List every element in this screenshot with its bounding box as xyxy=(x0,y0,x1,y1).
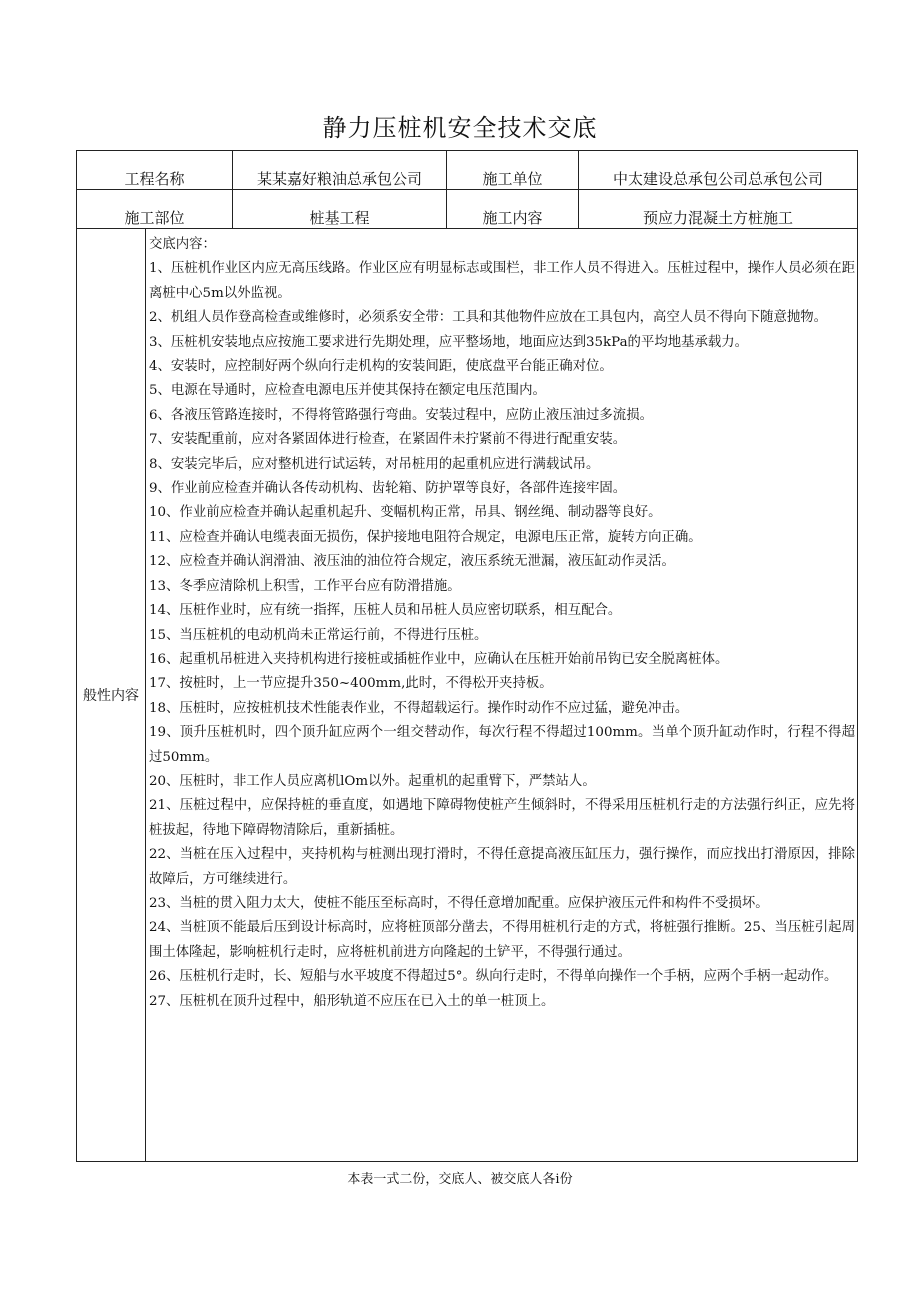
item-9: 9、作业前应检查并确认各传动机构、齿轮箱、防护罩等良好，各部件连接牢固。 xyxy=(149,481,627,497)
header-row-2 xyxy=(77,190,858,229)
construction-unit-label: 施工单位 xyxy=(482,170,543,188)
project-name-value-cell xyxy=(233,151,447,190)
item-15: 15、当压桩机的电动机尚未正常运行前，不得进行压桩。 xyxy=(149,627,488,643)
project-name-label: 工程名称 xyxy=(124,170,185,188)
item-7: 7、安装配重前，应对各紧固体进行检查，在紧固件未拧紧前不得进行配重安装。 xyxy=(149,432,627,448)
construction-content-value: 预应力混凝土方桩施工 xyxy=(643,209,794,227)
item-20: 20、压桩时，非工作人员应离机lOm以外。起重机的起重臂下，严禁站人。 xyxy=(149,773,596,789)
item-21: 21、压桩过程中，应保持桩的垂直度，如遇地下障碍物使桩产生倾斜时，不得采用压桩机行走的方法强行纠正，应先将桩拔起，待地下障碍物清除后，重新插桩。 xyxy=(149,798,856,838)
item-23: 23、当桩的贯入阻力太大，使桩不能压至标高时，不得任意增加配重。应保护液压元件和构件不受损坏。 xyxy=(149,895,769,911)
item-17: 17、按桩时，上一节应提升350~400mm,此时，不得松开夹持板。 xyxy=(149,676,553,692)
item-1: 1、压桩机作业区内应无高压线路。作业区应有明显标志或围栏，非工作人员不得进入。压桩过程中，操作人员必须在距离桩中心5m以外监视。 xyxy=(149,261,856,301)
item-11: 11、应检查并确认电缆表面无损伤，保护接地电阻符合规定，电源电压正常，旋转方向正确。 xyxy=(149,529,702,545)
construction-part-label: 施工部位 xyxy=(124,209,185,227)
item-27: 27、压桩机在顶升过程中，船形轨道不应压在已入土的单一桩顶上。 xyxy=(149,993,555,1009)
construction-content-value-cell xyxy=(579,190,858,229)
item-16: 16、起重机吊桩进入夹持机构进行接桩或插桩作业中，应确认在压桩开始前吊钩已安全脱离桩体。 xyxy=(149,651,729,667)
construction-unit-value: 中太建设总承包公司总承包公司 xyxy=(613,170,824,188)
item-10: 10、作业前应检查并确认起重机起升、变幅机构正常，吊具、钢丝绳、制动器等良好。 xyxy=(149,505,662,521)
item-4: 4、安装时，应控制好两个纵向行走机构的安装间距，使底盘平台能正确对位。 xyxy=(149,359,613,375)
item-12: 12、应检查并确认润滑油、液压油的油位符合规定，液压系统无泄漏，液压缸动作灵活。 xyxy=(149,554,675,570)
item-2: 2、机组人员作登高检查或维修时，必须系安全带：工具和其他物件应放在工具包内，高空人员不得向下随意抛物。 xyxy=(149,310,828,326)
item-8: 8、安装完毕后，应对整机进行试运转，对吊桩用的起重机应进行满载试吊。 xyxy=(149,456,600,472)
item-26: 26、压桩机行走时，长、短船与水平坡度不得超过5°。纵向行走时，不得单向操作一个手柄，应两个手柄一起动作。 xyxy=(149,969,838,985)
disclosure-table xyxy=(76,150,858,1162)
construction-unit-value-cell xyxy=(579,151,858,190)
item-13: 13、冬季应清除机上积雪，工作平台应有防滑措施。 xyxy=(149,578,461,594)
construction-part-value: 桩基工程 xyxy=(309,209,370,227)
construction-content-label: 施工内容 xyxy=(482,209,543,227)
item-14: 14、压桩作业时，应有统一指挥，压桩人员和吊桩人员应密切联系，相互配合。 xyxy=(149,603,622,619)
construction-content-label-cell xyxy=(447,190,579,229)
content-heading: 交底内容： xyxy=(149,237,216,252)
project-name-value: 某某嘉好粮油总承包公司 xyxy=(257,170,423,188)
item-3: 3、压桩机安装地点应按施工要求进行先期处理，应平整场地，地面应达到35kPa的平均地基承载力。 xyxy=(149,334,749,350)
content-row xyxy=(77,229,858,1162)
item-6: 6、各液压管路连接时，不得将管路强行弯曲。安装过程中，应防止液压油过多流损。 xyxy=(149,407,653,423)
footer-note: 本表一式二份，交底人、被交底人各i份 xyxy=(347,1172,573,1187)
construction-part-value-cell xyxy=(233,190,447,229)
item-18: 18、压桩时，应按桩机技术性能表作业，不得超载运行。操作时动作不应过猛，避免冲击。 xyxy=(149,700,689,716)
project-name-label-cell xyxy=(77,151,233,190)
construction-part-label-cell xyxy=(77,190,233,229)
content-body xyxy=(146,229,857,1014)
content-cell xyxy=(146,229,858,1162)
item-24: 24、当桩顶不能最后压到设计标高时，应将桩顶部分凿去，不得用桩机行走的方式，将桩强行推断。25、当压桩引起周围土体隆起，影响桩机行走时，应将桩机前进方向隆起的土铲平，不得强行通过。 xyxy=(149,920,856,960)
document-title: 静力压桩机安全技术交底 xyxy=(322,114,598,142)
construction-unit-label-cell xyxy=(447,151,579,190)
section-label: 般性内容 xyxy=(77,229,146,1162)
header-row-1 xyxy=(77,151,858,190)
item-5: 5、电源在导通时，应检查电源电压并使其保持在额定电压范围内。 xyxy=(149,383,546,399)
item-22: 22、当桩在压入过程中，夹持机构与桩测出现打滑时，不得任意提高液压缸压力，强行操作，而应找出打滑原因，排除故障后，方可继续进行。 xyxy=(149,847,856,887)
item-19: 19、顶升压桩机时，四个顶升缸应两个一组交替动作，每次行程不得超过100mm。当单个顶升缸动作时，行程不得超过50mm。 xyxy=(149,725,856,765)
